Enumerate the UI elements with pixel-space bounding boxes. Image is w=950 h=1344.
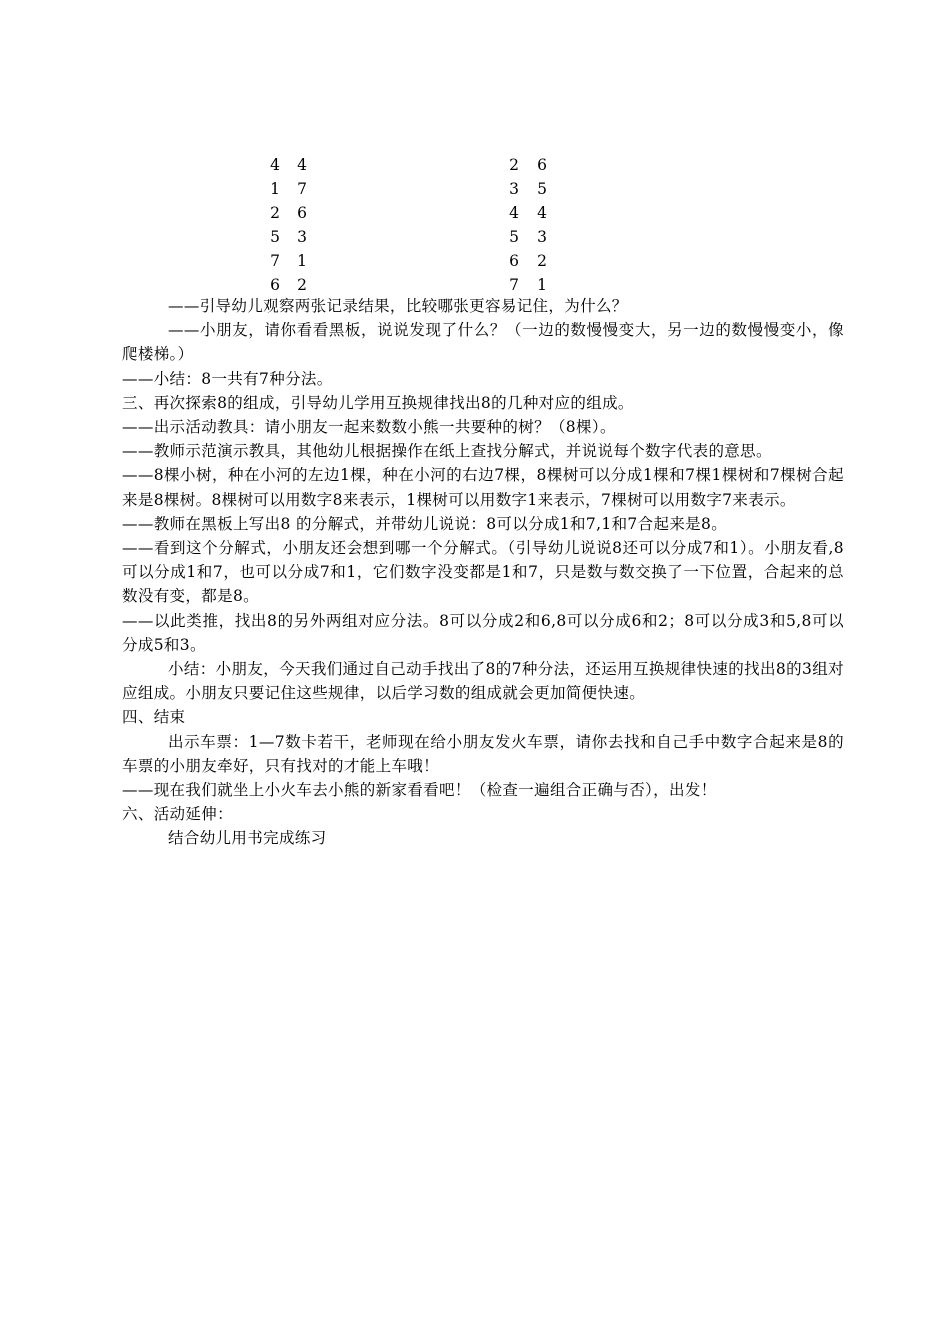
- section-heading: 三、再次探索8的组成，引导幼儿学用互换规律找出8的几种对应的组成。: [122, 393, 634, 412]
- section-heading: 四、结束: [122, 708, 186, 727]
- summary-paragraph: 小结：小朋友，今天我们通过自己动手找出了8的7种分法，还运用互换规律快速的找出8的3组对应组成。小朋友只要记住这些规律，以后学习数的组成就会更加简便快速。: [122, 660, 844, 703]
- left-table-cell: 6: [297, 204, 307, 222]
- paragraph: ——教师在黑板上写出8 的分解式，并带幼儿说说：8可以分成1和7,1和7合起来是8。: [122, 514, 728, 533]
- paragraph: 结合幼儿用书完成练习: [168, 829, 327, 848]
- left-table-cell: 1: [297, 252, 307, 270]
- right-table-cell: 6: [509, 252, 519, 270]
- paragraph: ——看到这个分解式，小朋友还会想到哪一个分解式。（引导幼儿说说8还可以分成7和1）。小朋友看,8可以分成1和7，也可以分成7和1，它们数字没变都是1和7，只是数与数交换了一下位置，合起来的总数没有变，都是8。: [122, 539, 844, 606]
- right-table-cell: 4: [537, 204, 547, 222]
- paragraph: ——现在我们就坐上小火车去小熊的新家看看吧！（检查一遍组合正确与否），出发！: [122, 781, 717, 800]
- paragraph: 出示车票：1—7数卡若干，老师现在给小朋友发火车票，请你去找和自己手中数字合起来是8的车票的小朋友牵好，只有找对的才能上车哦！: [122, 732, 844, 775]
- left-table-cell: 7: [297, 180, 307, 198]
- section-heading: 六、活动延伸：: [122, 805, 233, 824]
- left-table-cell: 6: [270, 276, 280, 294]
- right-table-cell: 5: [509, 228, 519, 246]
- paragraph: ——8棵小树，种在小河的左边1棵，种在小河的右边7棵，8棵树可以分成1棵和7棵1棵树和7棵树合起来是8棵树。8棵树可以用数字8来表示，1棵树可以用数字1来表示，7棵树可以用数字7来表示。: [122, 466, 844, 509]
- right-table-cell: 2: [537, 252, 547, 270]
- right-table-cell: 1: [537, 276, 547, 294]
- paragraph: ——小结：8一共有7种分法。: [122, 369, 333, 388]
- paragraph: ——小朋友，请你看看黑板，说说发现了什么？（一边的数慢慢变大，另一边的数慢慢变小，像爬楼梯。）: [122, 321, 844, 364]
- right-table-cell: 3: [537, 228, 547, 246]
- left-table-cell: 2: [297, 276, 307, 294]
- right-table-cell: 5: [537, 180, 547, 198]
- left-table-cell: 2: [270, 204, 280, 222]
- paragraph: ——出示活动教具：请小朋友一起来数数小熊一共要种的树？（8棵）。: [122, 418, 616, 437]
- lesson-body: [122, 294, 844, 851]
- left-table-cell: 3: [297, 228, 307, 246]
- paragraph: ——教师示范演示教具，其他幼儿根据操作在纸上查找分解式，并说说每个数字代表的意思。: [122, 442, 772, 461]
- right-table-cell: 2: [509, 156, 519, 174]
- left-table-cell: 5: [270, 228, 280, 246]
- right-table-cell: 3: [509, 180, 519, 198]
- left-table-cell: 4: [270, 156, 280, 174]
- right-table-cell: 6: [537, 156, 547, 174]
- right-table-cell: 4: [509, 204, 519, 222]
- left-table-cell: 7: [270, 252, 280, 270]
- left-table-cell: 4: [297, 156, 307, 174]
- paragraph: ——以此类推，找出8的另外两组对应分法。8可以分成2和6,8可以分成6和2；8可以分成3和5,8可以分成5和3。: [122, 611, 844, 654]
- left-table-cell: 1: [270, 180, 280, 198]
- right-table-cell: 7: [509, 276, 519, 294]
- paragraph: ——引导幼儿观察两张记录结果，比较哪张更容易记住，为什么？: [168, 297, 628, 315]
